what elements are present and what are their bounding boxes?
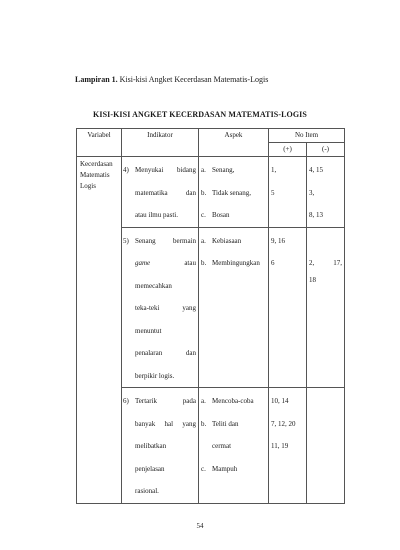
positive-items-cell <box>269 157 307 228</box>
negative-items-cell <box>307 227 345 388</box>
item-number: 4, 15 <box>309 166 323 174</box>
item-number: 7, 12, 20 <box>271 419 296 428</box>
aspek-cell <box>199 157 269 228</box>
item-number: 5 <box>271 188 275 197</box>
item-number: 11, 19 <box>271 442 289 450</box>
aspek-cell <box>199 388 269 504</box>
aspek-text: Teliti dan <box>212 419 239 428</box>
aspek-mark: c. <box>201 464 206 473</box>
indikator-line: banyak hal yang <box>135 419 196 428</box>
indikator-cell <box>122 227 199 388</box>
item-number: 18 <box>309 275 316 284</box>
table-header-row <box>77 129 345 143</box>
table-row <box>77 157 345 228</box>
aspek-mark: c. <box>201 211 206 219</box>
document-heading: KISI-KISI ANGKET KECERDASAN MATEMATIS-LOGIS <box>93 110 307 119</box>
negative-items-cell <box>307 388 345 504</box>
indikator-line: menuntut <box>135 326 162 335</box>
indikator-line: memecahkan <box>135 281 172 290</box>
indikator-line: Tertarik pada <box>135 397 196 405</box>
indikator-cell <box>122 388 199 504</box>
indikator-word-game: game <box>135 259 151 267</box>
aspek-item <box>199 252 268 275</box>
item-number: 6 <box>271 259 275 267</box>
kisi-kisi-table <box>76 128 345 504</box>
indikator-number: 4) <box>123 166 129 174</box>
item-number: 1, <box>271 166 277 174</box>
aspek-text: Membingungkan <box>212 259 260 267</box>
item-number: 9, 16 <box>271 236 285 245</box>
aspek-mark: a. <box>201 166 206 174</box>
indikator-line: rasional. <box>135 487 159 495</box>
aspek-item <box>199 390 268 413</box>
item-number: 2, 17, <box>309 259 343 267</box>
aspek-text: Mampuh <box>212 464 238 473</box>
aspek-cell <box>199 227 269 388</box>
aspek-text: Kebiasaan <box>212 236 242 245</box>
header-negative: (-) <box>307 143 345 157</box>
aspek-mark <box>201 435 212 458</box>
aspek-text: Tidak senang, <box>212 188 252 197</box>
page-number: 54 <box>196 522 204 530</box>
aspek-item <box>199 458 268 481</box>
indikator-cell <box>122 157 199 228</box>
aspek-text: Bosan <box>212 211 230 219</box>
aspek-mark: b. <box>201 188 207 197</box>
indikator-number: 5) <box>123 236 129 245</box>
indikator-number: 6) <box>123 397 129 405</box>
indikator-line: penalaran dan <box>135 349 196 357</box>
aspek-text: cermat <box>212 442 232 450</box>
variabel-text: Kecerdasan Matematis Logis <box>80 160 113 190</box>
aspek-item <box>199 435 268 458</box>
aspek-item <box>199 204 268 227</box>
item-number: 10, 14 <box>271 397 289 405</box>
header-positive: (+) <box>269 143 307 157</box>
positive-items-cell <box>269 388 307 504</box>
indikator-line: berpikir logis. <box>135 371 175 380</box>
indikator-line: Senang bermain <box>135 236 196 245</box>
aspek-item <box>199 159 268 182</box>
header-aspek: Aspek <box>199 129 269 157</box>
aspek-item <box>199 182 268 205</box>
table-caption <box>75 75 268 84</box>
indikator-line: teka-teki yang <box>135 304 196 312</box>
aspek-mark: a. <box>201 236 206 245</box>
indikator-line-game <box>135 252 196 275</box>
header-no-item: No Item <box>269 129 345 143</box>
indikator-line: penjelasan <box>135 464 165 473</box>
aspek-item <box>199 230 268 253</box>
aspek-mark: b. <box>201 419 207 428</box>
positive-items-cell <box>269 227 307 388</box>
variabel-cell <box>77 157 122 504</box>
item-number <box>307 230 344 253</box>
indikator-line: atau ilmu pasti. <box>135 211 178 219</box>
caption-text: Kisi-kisi Angket Kecerdasan Matematis-Logis <box>117 75 269 84</box>
aspek-item <box>199 413 268 436</box>
header-indikator: Indikator <box>122 129 199 157</box>
negative-items-cell <box>307 157 345 228</box>
item-number: 8, 13 <box>309 211 323 219</box>
indikator-word-atau: atau <box>150 259 196 267</box>
aspek-mark: b. <box>201 259 207 267</box>
header-variabel: Variabel <box>77 129 122 157</box>
aspek-mark: a. <box>201 397 206 405</box>
item-number: 3, <box>309 188 315 197</box>
indikator-line: melibatkan <box>135 442 167 450</box>
caption-label: Lampiran 1. <box>75 75 118 84</box>
indikator-line: matematika dan <box>135 188 196 197</box>
indikator-line: Menyukai bidang <box>135 166 196 174</box>
aspek-text: Mencoba-coba <box>212 397 254 405</box>
aspek-text: Senang, <box>212 166 235 174</box>
